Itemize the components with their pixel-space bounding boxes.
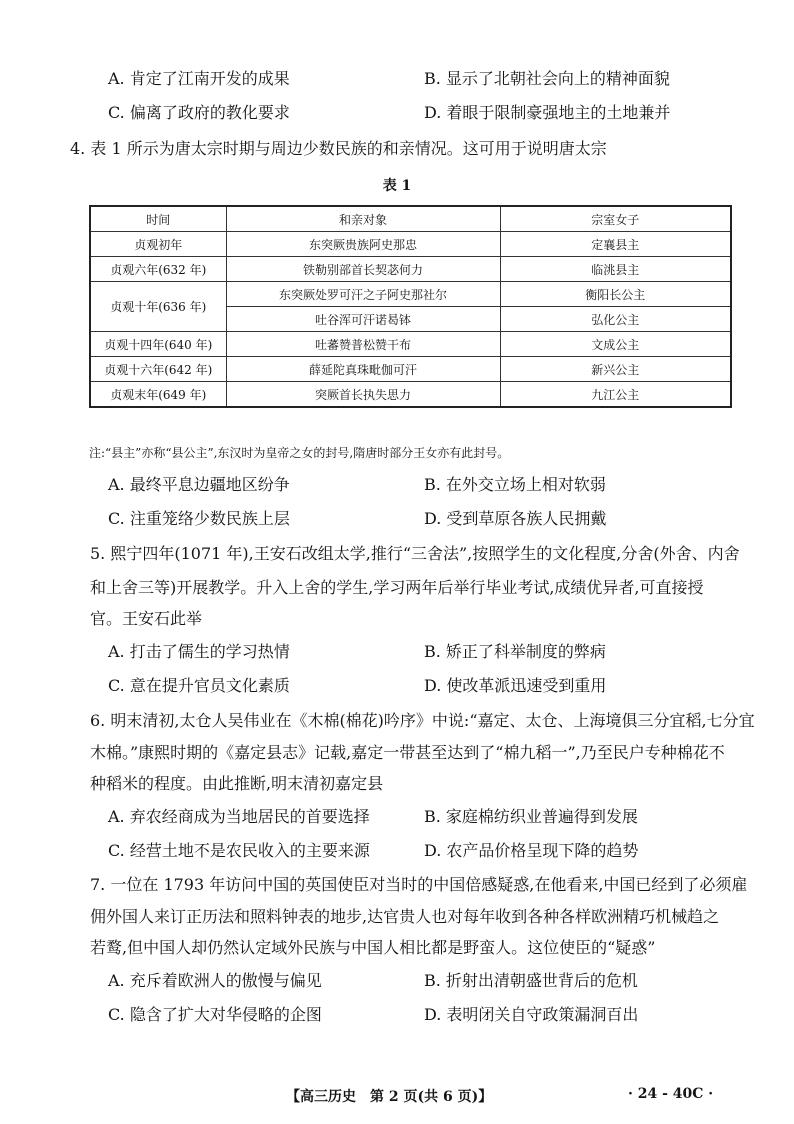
table-cell: 文成公主 [500, 332, 731, 357]
q5-option-d: D. 使改革派迅速受到重用 [424, 676, 607, 695]
table-cell: 定襄县主 [500, 232, 731, 257]
q7-option-d: D. 表明闭关自守政策漏洞百出 [424, 1005, 639, 1024]
q5-option-b: B. 矫正了科举制度的弊病 [424, 642, 606, 661]
q6-option-b: B. 家庭棉纺织业普遍得到发展 [424, 807, 638, 826]
q7-option-c: C. 隐含了扩大对华侵略的企图 [108, 1005, 322, 1024]
table-cell: 贞观末年(649 年) [90, 382, 226, 408]
q7-option-a: A. 充斥着欧洲人的傲慢与偏见 [108, 971, 322, 990]
q4-stem: 4. 表 1 所示为唐太宗时期与周边少数民族的和亲情况。这可用于说明唐太宗 [70, 139, 607, 158]
marriage-table [89, 205, 732, 408]
table-cell: 弘化公主 [500, 307, 731, 332]
table-header: 时间 [90, 206, 226, 232]
q5-option-a: A. 打击了儒生的学习热情 [108, 642, 290, 661]
table-cell: 新兴公主 [500, 357, 731, 382]
q3-option-a: A. 肯定了江南开发的成果 [108, 69, 290, 88]
q4-option-b: B. 在外交立场上相对软弱 [424, 475, 606, 494]
table-cell: 贞观六年(632 年) [90, 257, 226, 282]
table-cell: 吐谷浑可汗诺曷钵 [226, 307, 500, 332]
table-caption: 表 1 [382, 178, 412, 194]
page-footer: 【高三历史 第 2 页(共 6 页)】 [286, 1089, 493, 1105]
table-cell: 九江公主 [500, 382, 731, 408]
q4-option-d: D. 受到草原各族人民拥戴 [424, 509, 607, 528]
q6-stem-line1: 6. 明末清初,太仓人吴伟业在《木棉(棉花)吟序》中说:“嘉定、太仓、上海境俱三分宜稻,七分宜 [90, 711, 755, 730]
table-header: 宗室女子 [500, 206, 731, 232]
table-row [90, 357, 731, 382]
table-cell: 贞观初年 [90, 232, 226, 257]
table-cell: 贞观十年(636 年) [90, 282, 226, 332]
q7-stem-line3: 若鹜,但中国人却仍然认定域外民族与中国人相比都是野蛮人。这位使臣的“疑惑” [90, 938, 656, 957]
q3-option-c: C. 偏离了政府的教化要求 [108, 103, 290, 122]
q4-option-c: C. 注重笼络少数民族上层 [108, 509, 290, 528]
table-cell: 薛延陀真珠毗伽可汗 [226, 357, 500, 382]
q4-option-a: A. 最终平息边疆地区纷争 [108, 475, 290, 494]
q5-option-c: C. 意在提升官员文化素质 [108, 676, 290, 695]
q5-stem-line1: 5. 熙宁四年(1071 年),王安石改组太学,推行“三舍法”,按照学生的文化程度,分舍(外舍、内舍 [90, 544, 740, 563]
table-cell: 突厥首长执失思力 [226, 382, 500, 408]
q3-option-d: D. 着眼于限制豪强地主的土地兼并 [424, 103, 671, 122]
table-cell: 吐蕃赞普松赞干布 [226, 332, 500, 357]
q6-option-c: C. 经营土地不是农民收入的主要来源 [108, 841, 370, 860]
table-header-row [90, 206, 731, 232]
q7-stem-line1: 7. 一位在 1793 年访问中国的英国使臣对当时的中国倍感疑惑,在他看来,中国已经到了必须雇 [90, 875, 748, 894]
table-note: 注:“县主”亦称“县公主”,东汉时为皇帝之女的封号,隋唐时部分王女亦有此封号。 [89, 446, 510, 460]
q3-option-b: B. 显示了北朝社会向上的精神面貌 [424, 69, 670, 88]
q5-stem-line3: 官。王安石此举 [90, 609, 203, 628]
table-row [90, 232, 731, 257]
table-header: 和亲对象 [226, 206, 500, 232]
table-row [90, 282, 731, 307]
table-cell: 铁勒别部首长契苾何力 [226, 257, 500, 282]
table-cell: 东突厥贵族阿史那忠 [226, 232, 500, 257]
q6-option-a: A. 弃农经商成为当地居民的首要选择 [108, 807, 370, 826]
q6-stem-line2: 木棉。”康熙时期的《嘉定县志》记载,嘉定一带甚至达到了“棉九稻一”,乃至民户专种棉花不 [90, 743, 725, 762]
q6-option-d: D. 农产品价格呈现下降的趋势 [424, 841, 639, 860]
table-cell: 东突厥处罗可汗之子阿史那社尔 [226, 282, 500, 307]
q6-stem-line3: 种稻米的程度。由此推断,明末清初嘉定县 [90, 774, 384, 793]
table-row [90, 382, 731, 408]
table-row [90, 332, 731, 357]
q5-stem-line2: 和上舍三等)开展教学。升入上舍的学生,学习两年后举行毕业考试,成绩优异者,可直接授 [90, 578, 704, 597]
table-cell: 临洮县主 [500, 257, 731, 282]
table-cell: 衡阳长公主 [500, 282, 731, 307]
exam-code: · 24 - 40C · [628, 1086, 714, 1102]
table-cell: 贞观十六年(642 年) [90, 357, 226, 382]
table-row [90, 257, 731, 282]
q7-option-b: B. 折射出清朝盛世背后的危机 [424, 971, 638, 990]
table-cell: 贞观十四年(640 年) [90, 332, 226, 357]
q7-stem-line2: 佣外国人来订正历法和照料钟表的地步,达官贵人也对每年收到各种各样欧洲精巧机械趋之 [90, 907, 720, 926]
